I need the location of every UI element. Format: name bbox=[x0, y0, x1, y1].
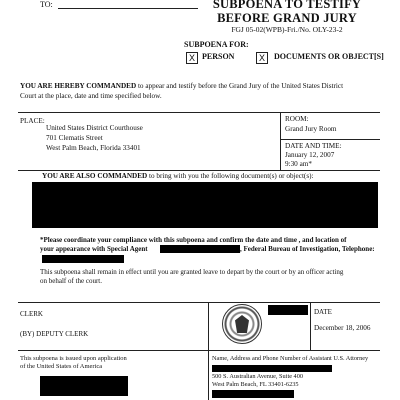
redacted-attorney-phone bbox=[212, 390, 294, 398]
redacted-applicant bbox=[40, 376, 128, 396]
date-value: January 12, 2007 bbox=[285, 151, 335, 159]
place-line3: West Palm Beach, Florida 33401 bbox=[46, 144, 141, 152]
place-line2: 701 Clematis Street bbox=[46, 134, 103, 142]
room-value: Grand Jury Room bbox=[285, 125, 337, 133]
command-rest: to appear and testify before the Grand Jury of the United States District bbox=[136, 82, 344, 90]
coordinate-line1: *Please coordinate your compliance with this subpoena and confirm the date and time , and location of bbox=[40, 236, 347, 244]
documents-label: DOCUMENTS OR OBJECT[S] bbox=[274, 52, 384, 61]
also-commanded-line bbox=[42, 172, 314, 180]
date-divider bbox=[310, 302, 311, 350]
court-seal-icon bbox=[222, 304, 262, 344]
file-number: FGJ 05-02(WPB)-Fri./No. OLY-23-2 bbox=[231, 25, 343, 34]
person-checkbox[interactable]: X bbox=[186, 52, 198, 64]
effect-line1: This subpoena shall remain in effect until you are granted leave to depart by the court or by an officer acting bbox=[40, 268, 344, 276]
redacted-agent-name bbox=[160, 245, 240, 253]
clerk-divider bbox=[208, 302, 209, 350]
coordinate-line2b: , Federal Bureau of Investigation, Telephone: bbox=[240, 245, 375, 253]
place-label: PLACE: bbox=[20, 117, 45, 125]
redacted-signature bbox=[268, 305, 308, 315]
effect-line2: on behalf of the court. bbox=[40, 277, 103, 285]
deputy-clerk-label: (BY) DEPUTY CLERK bbox=[20, 330, 89, 338]
box-top-rule bbox=[18, 112, 380, 113]
person-label: PERSON bbox=[202, 52, 235, 61]
footer-divider bbox=[208, 350, 209, 400]
box-bottom-rule bbox=[18, 170, 380, 171]
redacted-telephone bbox=[42, 255, 124, 263]
subpoena-title-line2: BEFORE GRAND JURY bbox=[217, 11, 357, 25]
attorney-address2: West Palm Beach, FL 33401-6235 bbox=[212, 381, 299, 388]
redacted-document-list bbox=[32, 182, 378, 228]
place-line1: United States District Courthouse bbox=[46, 124, 143, 132]
command-bold: YOU ARE HEREBY COMMANDED bbox=[20, 82, 137, 90]
to-label: TO: bbox=[40, 0, 53, 9]
attorney-address1: 500 S. Australian Avenue, Suite 400 bbox=[212, 373, 304, 380]
subpoena-title-line1: SUBPOENA TO TESTIFY bbox=[212, 0, 362, 11]
date-time-label: DATE AND TIME: bbox=[285, 142, 342, 150]
room-label: ROOM: bbox=[285, 115, 309, 123]
to-underline bbox=[58, 8, 198, 9]
box-divider bbox=[280, 112, 281, 170]
also-commanded-rest: to bring with you the following document(s) or object(s): bbox=[147, 172, 314, 180]
clerk-label: CLERK bbox=[20, 310, 43, 318]
clerk-bottom-rule bbox=[18, 350, 380, 351]
time-value: 9:30 am* bbox=[285, 160, 312, 168]
clerk-top-rule bbox=[18, 302, 380, 303]
coordinate-line2a: your appearance with Special Agent bbox=[40, 245, 148, 253]
date-label: DATE bbox=[314, 308, 332, 316]
issued-line2: of the United States of America bbox=[20, 363, 103, 370]
room-date-rule bbox=[280, 139, 380, 140]
redacted-attorney-name bbox=[212, 365, 332, 372]
issued-line1: This subpoena is issued upon application bbox=[20, 355, 127, 362]
eagle-icon bbox=[235, 315, 249, 333]
also-commanded-bold: YOU ARE ALSO COMMANDED bbox=[42, 172, 148, 180]
issue-date: December 18, 2006 bbox=[314, 324, 371, 332]
attorney-label: Name, Address and Phone Number of Assistant U.S. Attorney bbox=[212, 355, 369, 362]
subpoena-for-label: SUBPOENA FOR: bbox=[184, 40, 249, 49]
documents-checkbox[interactable]: X bbox=[256, 52, 268, 64]
command-paragraph-line1 bbox=[20, 82, 343, 90]
command-paragraph-line2: Court at the place, date and time specified below. bbox=[20, 92, 162, 100]
